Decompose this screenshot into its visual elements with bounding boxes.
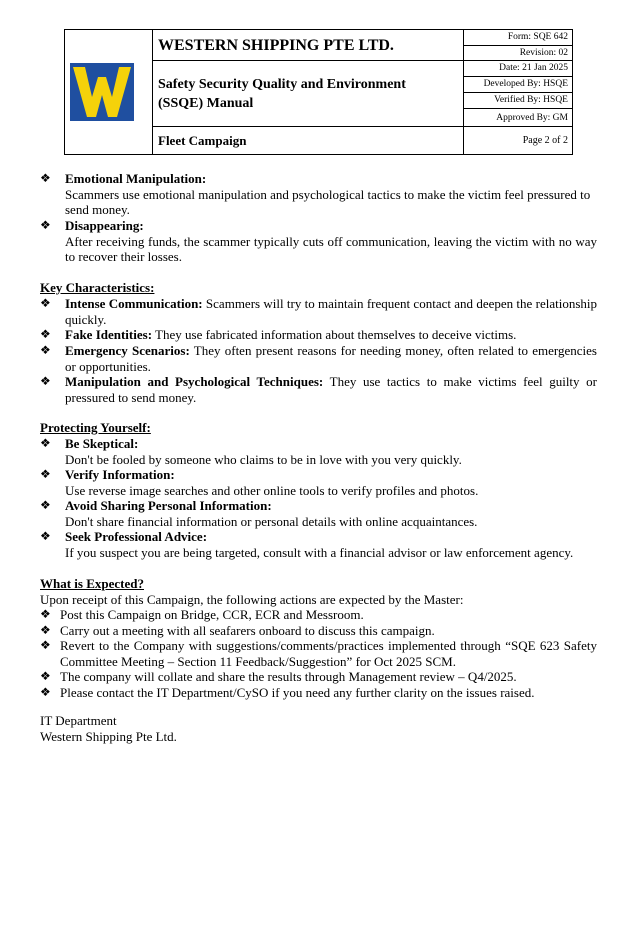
list-item: The company will collate and share the results through Management review – Q4/2025. bbox=[60, 669, 517, 684]
expected-heading: What is Expected? bbox=[40, 576, 144, 591]
document-header bbox=[64, 29, 573, 155]
list-item-title: Disappearing: bbox=[65, 218, 144, 233]
list-item: Intense Communication: Scammers will try to maintain frequent contact and deepen the relationship quickly. bbox=[65, 296, 597, 327]
list-item-text: Don't share financial information or personal details with online acquaintances. bbox=[65, 513, 478, 529]
list-item-text: Scammers use emotional manipulation and psychological tactics to make the victim feel pressured to send money. bbox=[65, 186, 591, 217]
bullet-icon: ❖ bbox=[40, 669, 51, 683]
developed-by: Developed By: HSQE bbox=[464, 77, 572, 93]
list-item-title: Be Skeptical: bbox=[65, 436, 139, 451]
list-item-text: If you suspect you are being targeted, consult with a financial advisor or law enforcement agency. bbox=[65, 544, 574, 560]
page-number: Page 2 of 2 bbox=[522, 135, 568, 146]
bullet-icon: ❖ bbox=[40, 498, 51, 512]
bullet-icon: ❖ bbox=[40, 467, 51, 481]
revision: Revision: 02 bbox=[464, 46, 572, 62]
bullet-icon: ❖ bbox=[40, 529, 51, 543]
logo-cell bbox=[65, 30, 153, 154]
approved-by: Approved By: GM bbox=[464, 109, 572, 127]
list-item-title: Seek Professional Advice: bbox=[65, 529, 208, 544]
list-item-title: Avoid Sharing Personal Information: bbox=[65, 498, 272, 513]
form-number: Form: SQE 642 bbox=[464, 30, 572, 46]
list-item-text: Use reverse image searches and other online tools to verify profiles and photos. bbox=[65, 482, 479, 498]
list-item-text: After receiving funds, the scammer typically cuts off communication, leaving the victim with no way to recover their losses. bbox=[65, 233, 597, 264]
list-item: Manipulation and Psychological Techniques: They use tactics to make victims feel guilty or pressured to send money. bbox=[65, 374, 597, 405]
document-control bbox=[464, 30, 572, 154]
date: Date: 21 Jan 2025 bbox=[464, 61, 572, 77]
bullet-icon: ❖ bbox=[40, 171, 51, 185]
bullet-icon: ❖ bbox=[40, 607, 51, 621]
bullet-icon: ❖ bbox=[40, 343, 51, 357]
list-item-title: Emotional Manipulation: bbox=[65, 171, 207, 186]
list-item: Post this Campaign on Bridge, CCR, ECR and Messroom. bbox=[60, 607, 364, 622]
signature-department: IT Department bbox=[40, 713, 117, 728]
signature-company: Western Shipping Pte Ltd. bbox=[40, 728, 177, 744]
manual-title: Safety Security Quality and Environment (SSQE) Manual bbox=[153, 61, 463, 127]
company-name: WESTERN SHIPPING PTE LTD. bbox=[153, 30, 463, 61]
list-item-text: Don't be fooled by someone who claims to be in love with you very quickly. bbox=[65, 451, 462, 467]
bullet-icon: ❖ bbox=[40, 622, 51, 637]
list-item: Fake Identities: They use fabricated information about themselves to deceive victims. bbox=[65, 327, 517, 342]
list-item: Emergency Scenarios: They often present reasons for needing money, often related to emergencies or opportunities. bbox=[65, 343, 597, 374]
list-item: Carry out a meeting with all seafarers onboard to discuss this campaign. bbox=[60, 622, 435, 638]
company-logo bbox=[70, 63, 134, 121]
bullet-icon: ❖ bbox=[40, 638, 51, 652]
key-characteristics-heading: Key Characteristics: bbox=[40, 280, 155, 295]
bullet-icon: ❖ bbox=[40, 327, 51, 341]
bullet-icon: ❖ bbox=[40, 684, 51, 699]
section-title: Fleet Campaign bbox=[158, 133, 247, 148]
list-item-title: Verify Information: bbox=[65, 467, 175, 482]
bullet-icon: ❖ bbox=[40, 296, 51, 310]
bullet-icon: ❖ bbox=[40, 374, 51, 388]
list-item: Please contact the IT Department/CySO if you need any further clarity on the issues raised. bbox=[60, 684, 535, 700]
list-item: Revert to the Company with suggestions/comments/practices implemented through “SQE 623 Safety Committee Meeting – Section 11 Feedback/Suggestion” for Oct 2025 SCM. bbox=[60, 638, 597, 669]
protecting-heading: Protecting Yourself: bbox=[40, 420, 151, 435]
bullet-icon: ❖ bbox=[40, 218, 51, 232]
verified-by: Verified By: HSQE bbox=[464, 93, 572, 109]
bullet-icon: ❖ bbox=[40, 436, 51, 450]
expected-intro: Upon receipt of this Campaign, the following actions are expected by the Master: bbox=[40, 591, 464, 607]
